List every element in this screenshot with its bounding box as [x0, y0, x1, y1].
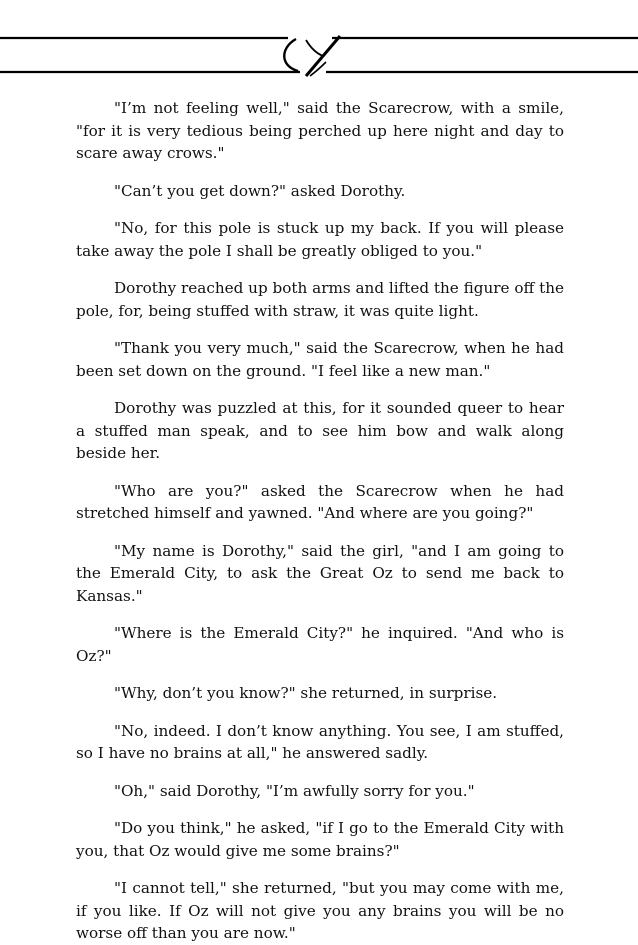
book-page-text: [76, 97, 564, 945]
paragraph-3: "No, for this pole is stuck up my back. If you will please take away the pole I shall be greatly obliged to you.": [76, 219, 564, 260]
paragraph-12: "Oh," said Dorothy, "I’m awfully sorry for you.": [114, 781, 475, 800]
header-ornament: [0, 0, 638, 90]
paragraph-10: "Why, don’t you know?" she returned, in surprise.: [114, 684, 498, 702]
paragraph-6: Dorothy was puzzled at this, for it sounded queer to hear a stuffed man speak, and to see him bow and walk along beside her.: [76, 399, 564, 462]
paragraph-2: "Can’t you get down?" asked Dorothy.: [114, 181, 406, 200]
paragraph-9: "Where is the Emerald City?" he inquired. "And who is Oz?": [76, 624, 564, 665]
paragraph-8: "My name is Dorothy," said the girl, "and I am going to the Emerald City, to ask the Great Oz to send me back to Kansas.": [76, 541, 564, 605]
paragraph-4: Dorothy reached up both arms and lifted the figure off the pole, for, being stuffed with straw, it was quite light.: [76, 279, 564, 320]
paragraph-11: "No, indeed. I don’t know anything. You see, I am stuffed, so I have no brains at all," he answered sadly.: [76, 721, 564, 762]
paragraph-5: "Thank you very much," said the Scarecrow, when he had been set down on the ground. "I feel like a new man.": [76, 339, 564, 380]
ornament-rule-monogram-icon: [0, 0, 638, 90]
paragraph-1: "I’m not feeling well," said the Scarecrow, with a smile, "for it is very tedious being perched up here night and day to scare away crows.": [76, 99, 564, 162]
paragraph-7: "Who are you?" asked the Scarecrow when he had stretched himself and yawned. "And where are you going?": [76, 481, 564, 522]
paragraph-14: "I cannot tell," she returned, "but you may come with me, if you like. If Oz will not give you any brains you will be no worse off than you are now.": [76, 879, 564, 942]
paragraph-13: "Do you think," he asked, "if I go to the Emerald City with you, that Oz would give me some brains?": [76, 819, 564, 860]
